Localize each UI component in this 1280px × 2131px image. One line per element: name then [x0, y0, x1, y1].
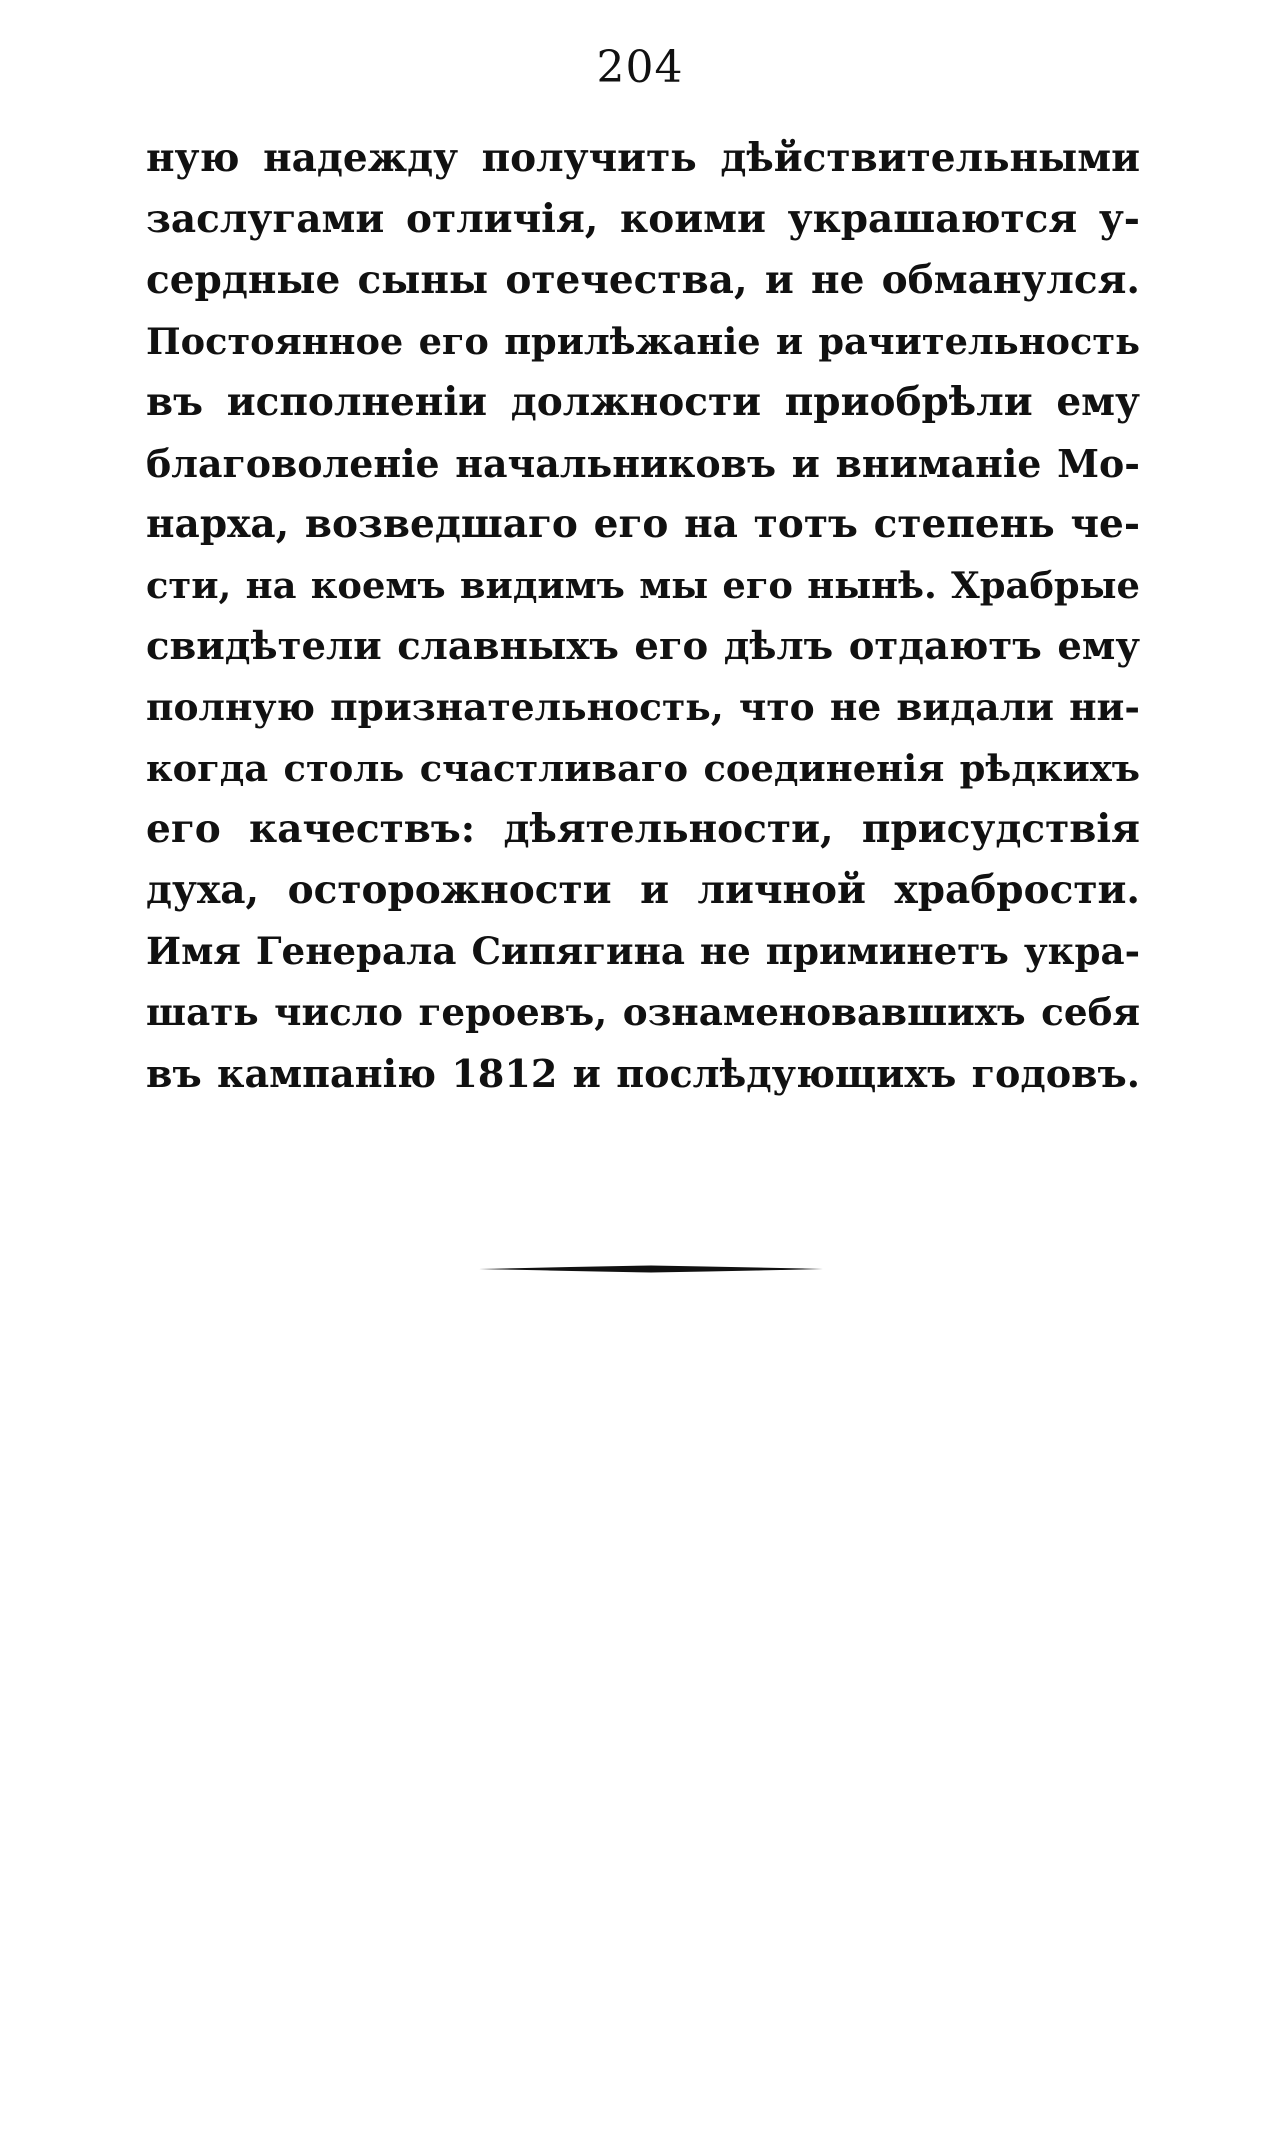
text-line-3: сердные сыны отечества, и не обманулся. — [146, 257, 1140, 303]
text-line-2: заслугами отличія, коими украшаются у- — [146, 196, 1140, 242]
text-line-11: когда столь счастливаго соединенія рѣдкихъ — [146, 746, 1140, 790]
body-text — [146, 128, 1140, 1104]
end-rule-divider — [479, 1264, 823, 1274]
text-line-10: полную признательность, что не видали ни- — [146, 685, 1140, 729]
text-line-12: его качествъ: дѣятельности, присудствія — [146, 806, 1140, 852]
text-line-6: благоволеніе начальниковъ и вниманіе Мо- — [146, 441, 1140, 486]
text-line-16: въ кампанію 1812 и послѣдующихъ годовъ. — [146, 1051, 1140, 1096]
text-line-5: въ исполненіи должности приобрѣли ему — [146, 379, 1140, 425]
text-line-14: Имя Генерала Сипягина не приминетъ укра- — [146, 929, 1140, 973]
text-line-13: духа, осторожности и личной храбрости. — [146, 867, 1140, 913]
text-line-9: свидѣтели славныхъ его дѣлъ отдаютъ ему — [146, 624, 1140, 669]
text-line-8: сти, на коемъ видимъ мы его нынѣ. Храбрые — [146, 563, 1140, 607]
text-line-4: Постоянное его прилѣжаніе и рачительность — [146, 320, 1140, 363]
text-line-15: шать число героевъ, ознаменовавшихъ себя — [146, 990, 1140, 1034]
text-line-1: ную надежду получить дѣйствительными — [146, 135, 1140, 181]
page-number: 204 — [596, 42, 684, 93]
text-line-7: нарха, возведшаго его на тотъ степень че- — [146, 501, 1140, 547]
